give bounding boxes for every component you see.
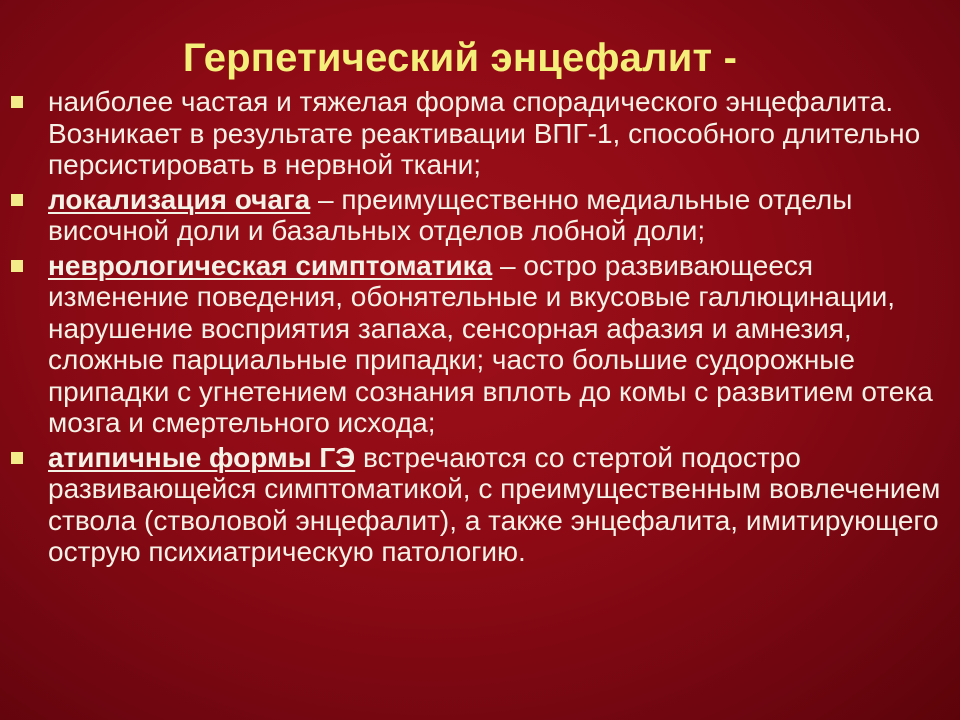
bullet-item bbox=[8, 184, 948, 247]
bullet-term: локализация очага bbox=[48, 183, 311, 215]
square-bullet-icon bbox=[11, 260, 23, 272]
bullet-body: встречаются со стертой подостро развивающейся симптоматикой, с преимущественным вовлечением ствола (стволовой энцефалит), а также энцефалита, имитирующего острую психиатрическую патологию. bbox=[48, 441, 941, 567]
bullet-item bbox=[8, 250, 948, 439]
bullet-term: неврологическая симптоматика bbox=[48, 249, 493, 281]
square-bullet-icon bbox=[11, 452, 23, 464]
bullet-text bbox=[48, 442, 948, 568]
bullet-body: – преимущественно медиальные отделы височной доли и базальных отделов лобной доли; bbox=[48, 183, 853, 246]
bullet-item bbox=[8, 86, 948, 181]
bullet-term: атипичные формы ГЭ bbox=[48, 441, 356, 473]
bullet-list bbox=[8, 86, 948, 571]
slide-title: Герпетический энцефалит - bbox=[182, 36, 738, 80]
bullet-text bbox=[48, 86, 948, 181]
bullet-text bbox=[48, 250, 948, 439]
bullet-body: наиболее частая и тяжелая форма спорадического энцефалита. Возникает в результате реактивации ВПГ-1, способного длительно персистировать в нервной ткани; bbox=[48, 86, 921, 180]
bullet-body: – остро развивающееся изменение поведения, обонятельные и вкусовые галлюцинации, нарушение восприятия запаха, сенсорная афазия и амнезия, сложные парциальные припадки; часто большие судорожные припадки с угнетением сознания вплоть до комы с развитием отека мозга и смертельного исхода; bbox=[48, 249, 933, 438]
bullet-item bbox=[8, 442, 948, 568]
bullet-text bbox=[48, 184, 948, 247]
square-bullet-icon bbox=[11, 194, 23, 206]
square-bullet-icon bbox=[11, 96, 23, 108]
